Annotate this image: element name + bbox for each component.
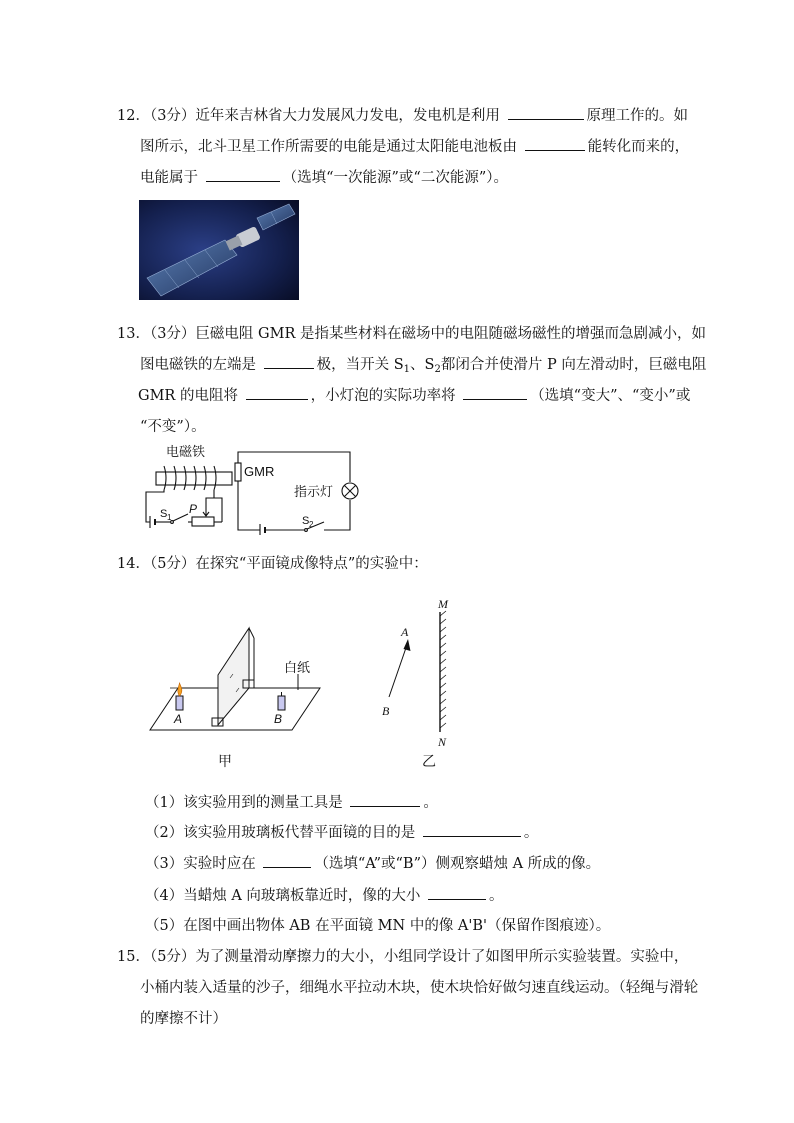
label-gmr: GMR <box>244 464 275 479</box>
q14-title: 14．（5分）在探究“平面镜成像特点”的实验中： <box>117 556 428 572</box>
caption-yi: 乙 <box>422 753 436 769</box>
label-indicator-lamp: 指示灯 <box>294 484 334 499</box>
q14-blank-2[interactable] <box>423 822 521 837</box>
caption-jia: 甲 <box>218 753 232 769</box>
q12-text-1a: 12．（3分）近年来吉林省大力发展风力发电，发电机是利用 <box>117 108 500 124</box>
label-s1: S <box>160 508 168 520</box>
q14-blank-3[interactable] <box>263 853 311 868</box>
q13-text-3c: （选填“变大”、“变小”或 <box>530 388 691 404</box>
q12-text-1b: 原理工作的。如 <box>586 108 689 124</box>
q13-line-1: 13．（3分）巨磁电阻 GMR 是指某些材料在磁场中的电阻随磁场磁性的增强而急剧减小，如 <box>117 326 706 342</box>
q13-line-4: “不变”）。 <box>140 419 206 435</box>
figure-yi-mirror-ab <box>372 594 472 778</box>
q14-sub4-text: （4）当蜡烛 A 向玻璃板靠近时，像的大小 <box>145 888 421 904</box>
q13-blank-3[interactable] <box>463 385 527 400</box>
figure-jia-plane-mirror-setup <box>148 600 328 780</box>
q13-sub-1: 1 <box>403 364 411 375</box>
q13-text-2c: 、S <box>410 357 435 373</box>
q15-line-3: 的摩擦不计） <box>140 1011 227 1027</box>
label-candle-b: B <box>274 712 283 726</box>
label-s1-sub: 1 <box>167 513 172 522</box>
q12-text-2b: 能转化而来的， <box>587 139 690 155</box>
q12-text-3b: （选填“一次能源”或“二次能源”）。 <box>282 170 509 186</box>
q13-text-2d: 都闭合并使滑片 P 向左滑动时，巨磁电阻 <box>440 357 707 373</box>
gmr-circuit-diagram <box>136 440 360 535</box>
label-s2: S <box>302 515 310 527</box>
label-mirror-n: N <box>438 735 447 749</box>
q13-sub-2: 2 <box>434 364 441 375</box>
q14-sub5-text: （5）在图中画出物体 AB 在平面镜 MN 中的像 A'B'（保留作图痕迹）。 <box>145 918 611 934</box>
label-p: P <box>189 502 198 516</box>
satellite-image <box>139 200 299 300</box>
label-point-a: A <box>401 625 409 639</box>
q13-text-3a: GMR 的电阻将 <box>138 388 238 404</box>
q14-sub4-end: 。 <box>489 888 504 904</box>
q12-blank-1[interactable] <box>508 105 584 120</box>
q13-blank-2[interactable] <box>246 385 308 400</box>
label-white-paper: 白纸 <box>284 660 311 675</box>
q12-blank-3[interactable] <box>206 167 280 182</box>
q12-text-2a: 图所示，北斗卫星工作所需要的电能是通过太阳能电池板由 <box>140 139 517 155</box>
label-s2-sub: 2 <box>309 520 314 529</box>
q14-sub2-end: 。 <box>523 825 539 841</box>
q15-line-2: 小桶内装入适量的沙子，细绳水平拉动木块，使木块恰好做匀速直线运动。（轻绳与滑轮 <box>140 980 699 996</box>
q14-sub3-end: （选填“A”或“B”）侧观察蜡烛 A 所成的像。 <box>314 856 601 872</box>
q14-sub1-end: 。 <box>423 795 438 811</box>
q15-line-1: 15．（5分）为了测量滑动摩擦力的大小，小组同学设计了如图甲所示实验装置。实验中， <box>117 949 689 965</box>
q14-blank-1[interactable] <box>350 792 420 807</box>
label-electromagnet: 电磁铁 <box>166 444 206 459</box>
q13-text-3b: ，小灯泡的实际功率将 <box>310 388 456 404</box>
q14-sub1-text: （1）该实验用到的测量工具是 <box>145 795 343 811</box>
q13-text-2b: 极，当开关 S <box>316 357 404 373</box>
q13-blank-1[interactable] <box>264 354 314 369</box>
label-point-b: B <box>382 704 390 718</box>
label-mirror-m: M <box>438 597 448 611</box>
q14-sub2-text: （2）该实验用玻璃板代替平面镜的目的是 <box>145 825 416 841</box>
q14-sub3-text: （3）实验时应在 <box>145 856 256 872</box>
label-candle-a: A <box>174 712 183 726</box>
q12-text-3a: 电能属于 <box>140 170 198 186</box>
q13-text-2a: 图电磁铁的左端是 <box>140 357 256 373</box>
q14-blank-4[interactable] <box>428 885 486 900</box>
q12-blank-2[interactable] <box>525 136 585 151</box>
